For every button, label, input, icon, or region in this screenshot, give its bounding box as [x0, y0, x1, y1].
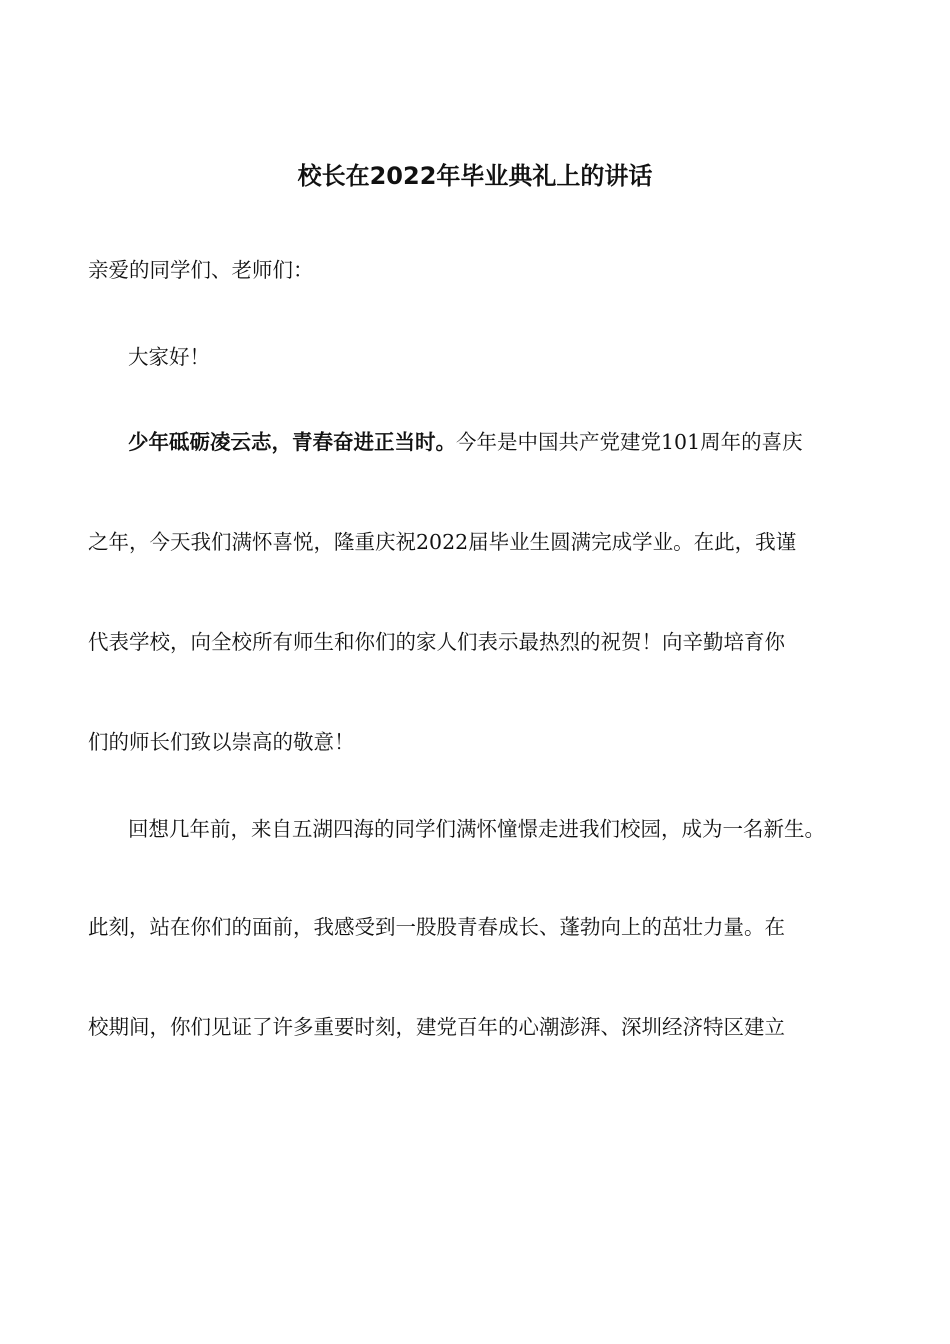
paragraph2-line2: 此刻，站在你们的面前，我感受到一股股青春成长、蓬勃向上的茁壮力量。在	[88, 915, 785, 939]
salutation-line: 亲爱的同学们、老师们：	[88, 258, 314, 282]
paragraph1-bold-lead: 少年砥砺凌云志，青春奋进正当时。	[128, 430, 456, 454]
paragraph1-line3: 代表学校，向全校所有师生和你们的家人们表示最热烈的祝贺！向辛勤培育你	[88, 630, 785, 654]
paragraph1-line1-text: 今年是中国共产党建党101周年的喜庆	[456, 430, 803, 454]
paragraph1-line2: 之年，今天我们满怀喜悦，隆重庆祝2022届毕业生圆满完成学业。在此，我谨	[88, 530, 797, 554]
paragraph1-line1	[128, 428, 888, 456]
document-title: 校长在2022年毕业典礼上的讲话	[297, 162, 653, 190]
paragraph1-line4: 们的师长们致以崇高的敬意！	[88, 730, 355, 754]
paragraph2-line3: 校期间，你们见证了许多重要时刻，建党百年的心潮澎湃、深圳经济特区建立	[88, 1015, 785, 1039]
paragraph2-line1: 回想几年前，来自五湖四海的同学们满怀憧憬走进我们校园，成为一名新生。	[128, 817, 825, 841]
greeting-line: 大家好！	[128, 345, 210, 369]
